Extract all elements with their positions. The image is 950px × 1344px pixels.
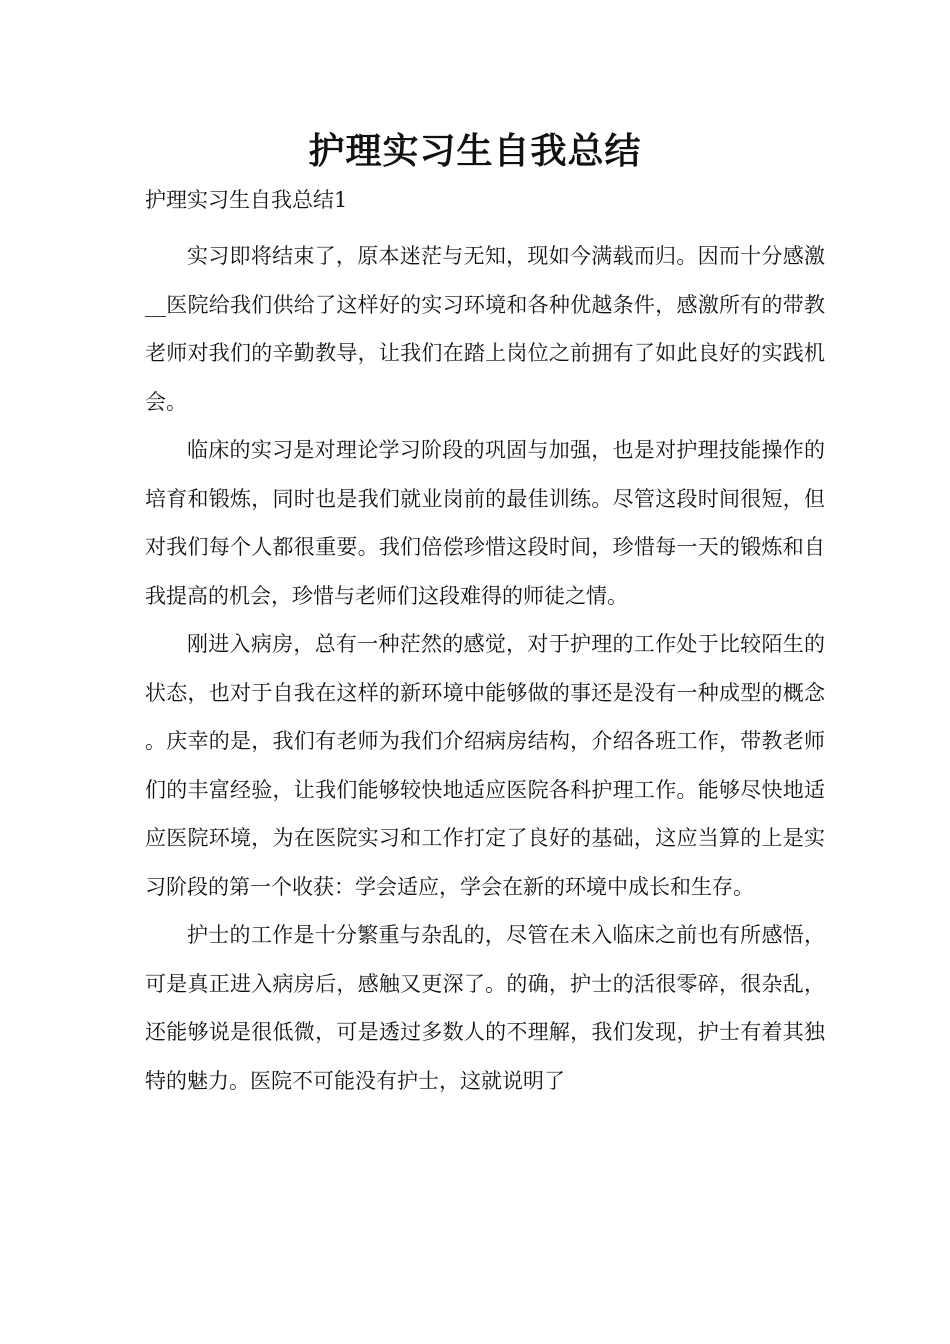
paragraph-2: 临床的实习是对理论学习阶段的巩固与加强，也是对护理技能操作的培育和锻炼，同时也是我们就业岗前的最佳训练。尽管这段时间很短，但对我们每个人都很重要。我们倍偿珍惜这段时间，珍惜每一天的锻炼和自我提高的机会，珍惜与老师们这段难得的师徒之情。 <box>145 438 825 608</box>
document-title: 护理实习生自我总结 <box>308 131 642 172</box>
paragraph-3: 刚进入病房，总有一种茫然的感觉，对于护理的工作处于比较陌生的状态，也对于自我在这样的新环境中能够做的事还是没有一种成型的概念。庆幸的是，我们有老师为我们介绍病房结构，介绍各班工作，带教老师们的丰富经验，让我们能够较快地适应医院各科护理工作。能够尽快地适应医院环境，为在医院实习和工作打定了良好的基础，这应当算的上是实习阶段的第一个收获：学会适应，学会在新的环境中成长和生存。 <box>145 632 825 899</box>
paragraph-4: 护士的工作是十分繁重与杂乱的，尽管在未入临床之前也有所感悟，可是真正进入病房后，感触又更深了。的确，护士的活很零碎，很杂乱，还能够说是很低微，可是透过多数人的不理解，我们发现，护士有着其独特的魅力。医院不可能没有护士，这就说明了 <box>145 923 825 1093</box>
section-subheading: 护理实习生自我总结1 <box>145 188 348 212</box>
paragraph-1: 实习即将结束了，原本迷茫与无知，现如今满载而归。因而十分感激__医院给我们供给了这样好的实习环境和各种优越条件，感激所有的带教老师对我们的辛勤教导，让我们在踏上岗位之前拥有了如此良好的实践机会。 <box>145 244 825 414</box>
document-body <box>145 232 825 1105</box>
